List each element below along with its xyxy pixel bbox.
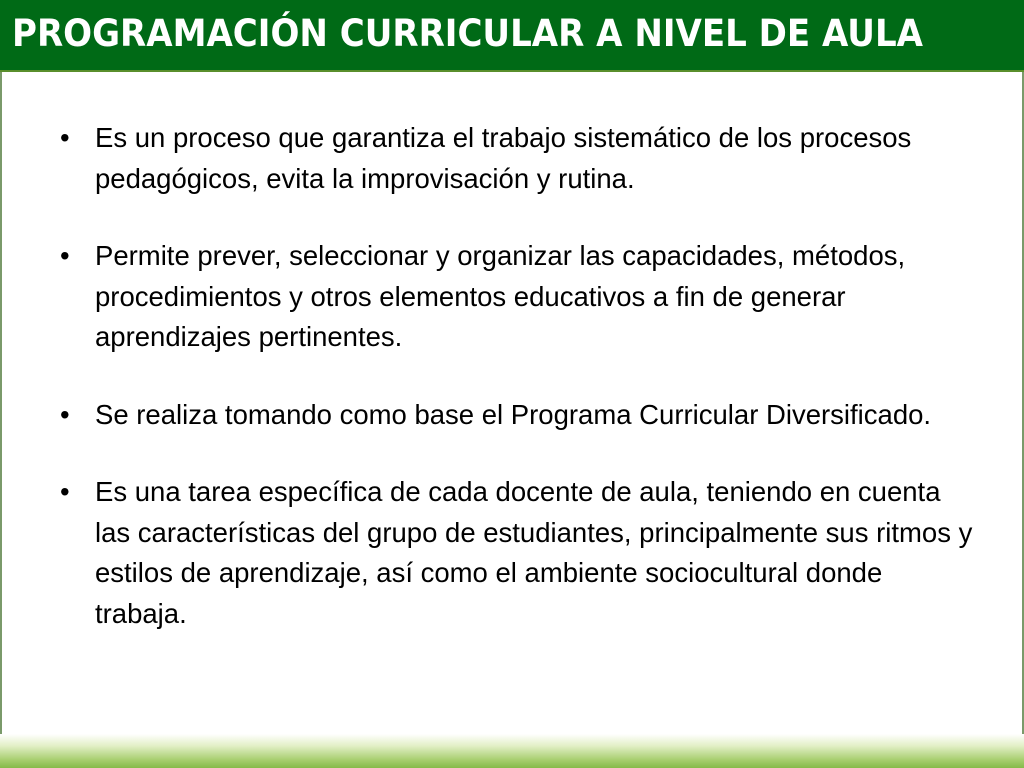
bullet-text-1: Es un proceso que garantiza el trabajo sistemático de los procesos pedagógicos, evita la improvisación y rutina. <box>95 122 912 194</box>
bullet-item-3 <box>58 395 978 436</box>
bullet-text-4: Es una tarea específica de cada docente de aula, teniendo en cuenta las características del grupo de estudiantes, principalmente sus ritmos y estilos de aprendizaje, así como el ambiente sociocultural donde trabaja. <box>95 476 973 629</box>
footer-gradient-band <box>0 734 1024 768</box>
left-border-rule <box>0 72 2 734</box>
bullet-text-3: Se realiza tomando como base el Programa Curricular Diversificado. <box>95 398 932 430</box>
bullet-item-4 <box>58 472 978 634</box>
bullet-dot-icon: • <box>60 240 70 271</box>
bullet-dot-icon: • <box>60 398 70 430</box>
bullet-dot-icon: • <box>60 476 70 507</box>
title-bar <box>0 0 1024 72</box>
bullet-text-2: Permite prever, seleccionar y organizar las capacidades, métodos, procedimientos y otros elementos educativos a fin de generar aprendizajes pertinentes. <box>95 240 906 352</box>
bullet-list <box>58 118 978 671</box>
bullet-item-1 <box>58 118 978 199</box>
bullet-dot-icon: • <box>60 122 70 153</box>
bullet-item-2 <box>58 236 978 358</box>
slide-title: PROGRAMACIÓN CURRICULAR A NIVEL DE AULA <box>12 12 923 55</box>
